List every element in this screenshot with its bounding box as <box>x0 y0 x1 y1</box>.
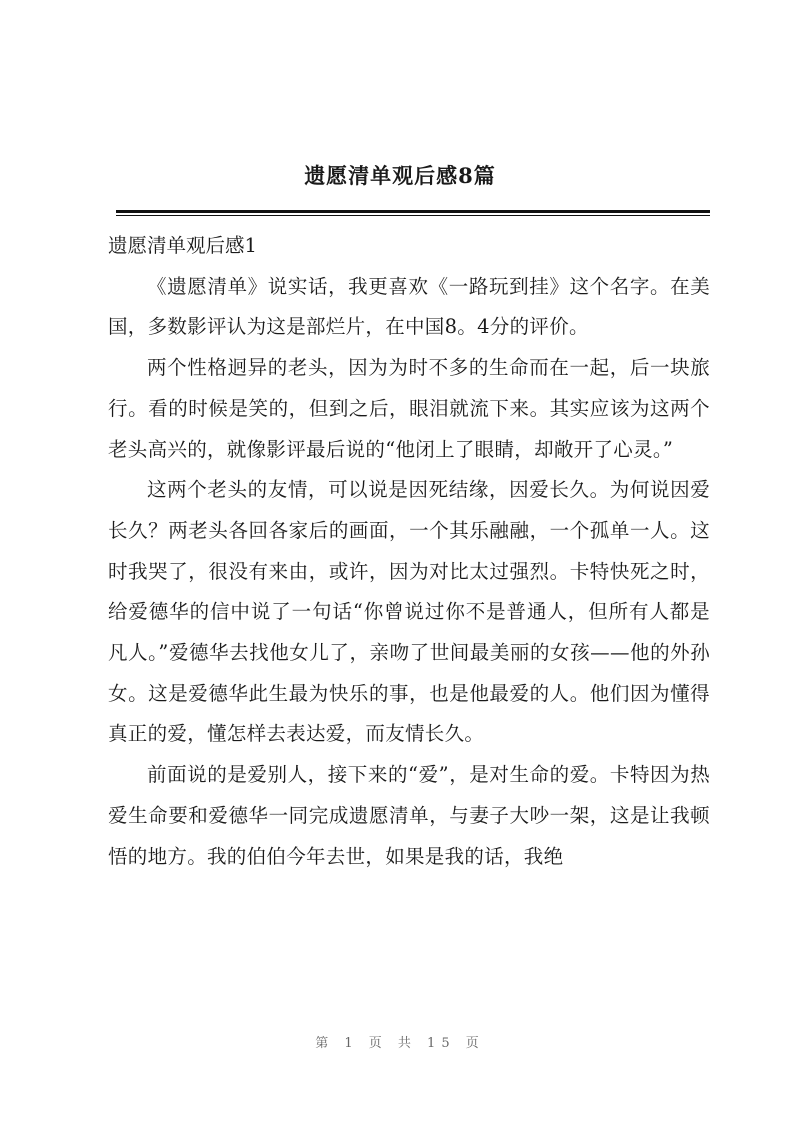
page-number-footer: 第 1 页 共 15 页 <box>315 1036 485 1051</box>
section-heading: 遗愿清单观后感1 <box>108 234 257 257</box>
document-title: 遗愿清单观后感8篇 <box>304 163 496 188</box>
paragraph: 这两个老头的友情，可以说是因死结缘，因爱长久。为何说因爱长久？两老头各回各家后的画面，一个其乐融融，一个孤单一人。这时我哭了，很没有来由，或许，因为对比太过强烈。卡特快死之时，给爱德华的信中说了一句话“你曾说过你不是普通人，但所有人都是凡人。”爱德华去找他女儿了，亲吻了世间最美丽的女孩——他的外孙女。这是爱德华此生最为快乐的事，也是他最爱的人。他们因为懂得真正的爱，懂怎样去表达爱，而友情长久。 <box>108 478 710 746</box>
document-body <box>108 226 710 877</box>
title-rule-thin <box>116 215 710 216</box>
paragraph: 两个性格迥异的老头，因为为时不多的生命而在一起，后一块旅行。看的时候是笑的，但到之后，眼泪就流下来。其实应该为这两个老头高兴的，就像影评最后说的“他闭上了眼睛，却敞开了心灵。” <box>108 356 710 461</box>
title-rule-thick <box>116 210 710 213</box>
paragraph: 前面说的是爱别人，接下来的“爱”，是对生命的爱。卡特因为热爱生命要和爱德华一同完成遗愿清单，与妻子大吵一架，这是让我顿悟的地方。我的伯伯今年去世，如果是我的话，我绝 <box>108 763 710 868</box>
paragraph: 《遗愿清单》说实话，我更喜欢《一路玩到挂》这个名字。在美国，多数影评认为这是部烂片，在中国8。4分的评价。 <box>108 274 710 339</box>
